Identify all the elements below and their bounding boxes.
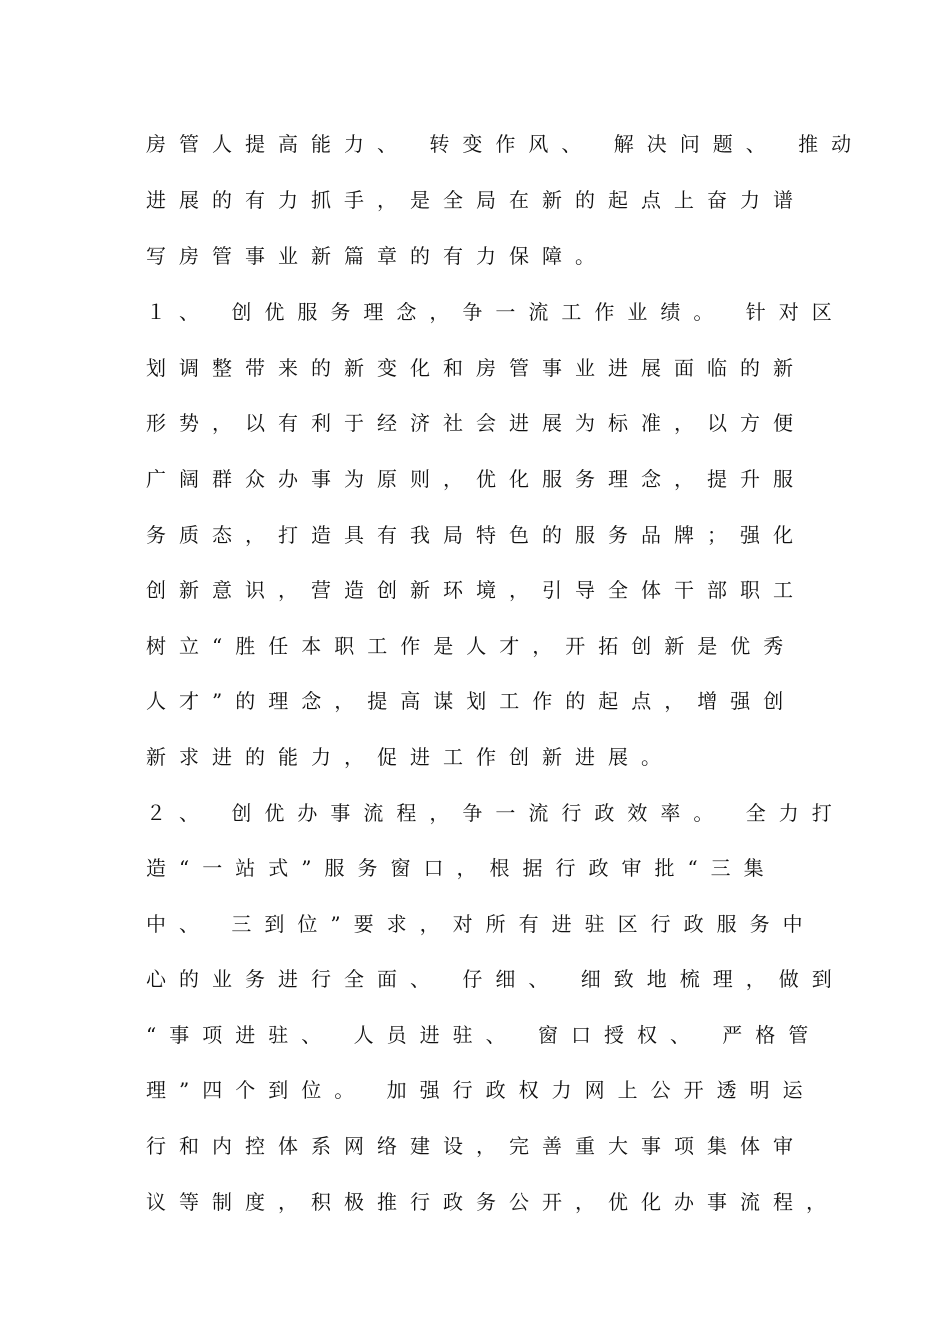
text-line: ２、 创优办事流程，争一流行政效率。 全力打 (146, 801, 845, 825)
text-line: 广阔群众办事为原则，优化服务理念，提升服 (146, 467, 806, 491)
text-line: 房管人提高能力、 转变作风、 解决问题、 推动 (146, 132, 865, 156)
text-line: 务质态，打造具有我局特色的服务品牌；强化 (146, 523, 806, 547)
text-line: 树立“胜任本职工作是人才，开拓创新是优秀 (146, 634, 797, 658)
text-line: 写房管事业新篇章的有力保障。 (146, 244, 608, 268)
text-line: 创新意识，营造创新环境，引导全体干部职工 (146, 578, 806, 602)
text-line: 理”四个到位。 加强行政权力网上公开透明运 (146, 1078, 816, 1102)
text-line: 新求进的能力，促进工作创新进展。 (146, 745, 674, 769)
text-line: 中、 三到位”要求，对所有进驻区行政服务中 (146, 912, 816, 936)
text-line: “事项进驻、 人员进驻、 窗口授权、 严格管 (146, 1023, 822, 1047)
text-line: 人才”的理念，提高谋划工作的起点，增强创 (146, 689, 797, 713)
text-line: 行和内控体系网络建设，完善重大事项集体审 (146, 1134, 806, 1158)
text-line: 进展的有力抓手，是全局在新的起点上奋力谱 (146, 188, 806, 212)
text-line: 心的业务进行全面、 仔细、 细致地梳理，做到 (146, 967, 845, 991)
text-line: １、 创优服务理念，争一流工作业绩。 针对区 (146, 300, 845, 324)
text-line: 划调整带来的新变化和房管事业进展面临的新 (146, 356, 806, 380)
text-line: 形势，以有利于经济社会进展为标准，以方便 (146, 411, 806, 435)
text-line: 造“一站式”服务窗口，根据行政审批“三集 (146, 856, 777, 880)
text-line: 议等制度，积极推行政务公开，优化办事流程， (146, 1190, 839, 1214)
